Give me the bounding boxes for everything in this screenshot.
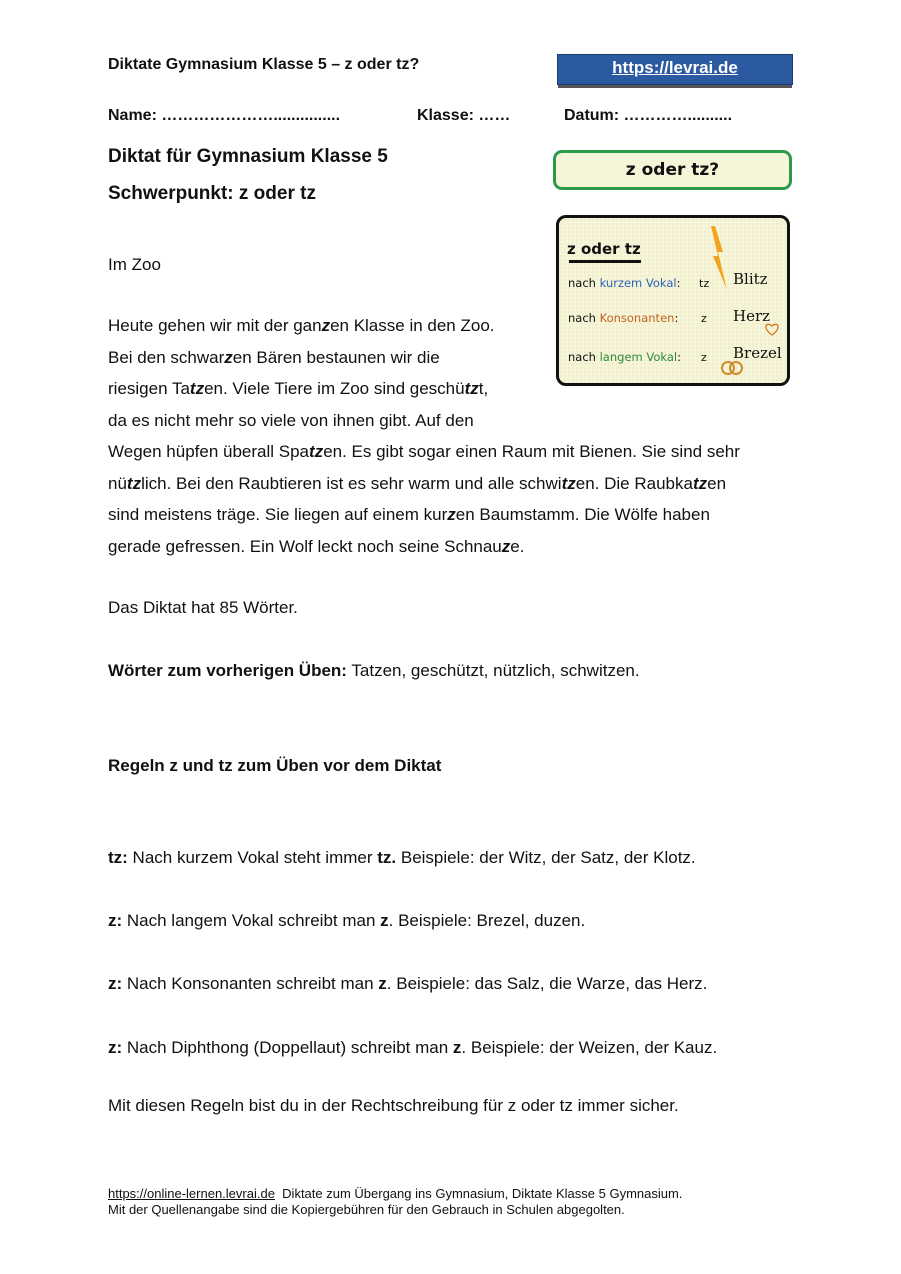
emphasized-letters: tz <box>189 379 205 398</box>
rule-card-example: Blitz <box>733 270 768 288</box>
rule-keyword: z <box>380 911 389 930</box>
dictation-line <box>108 310 798 342</box>
dictation-text-segment: en Bären bestaunen wir die <box>232 347 440 367</box>
rules-heading: Regeln z und tz zum Üben vor dem Diktat <box>108 756 442 775</box>
rule-keyword: tz: <box>108 848 128 867</box>
dictation-line <box>108 499 798 531</box>
rule-keyword: z <box>378 974 387 993</box>
dictation-text-segment: en. Viele Tiere im Zoo sind geschü <box>204 379 465 398</box>
url-badge-link[interactable]: https://levrai.de <box>612 58 738 77</box>
rule-card-label-suffix: : <box>676 276 681 290</box>
emphasized-letters: tz <box>692 473 708 493</box>
emphasized-letters: z <box>224 347 233 367</box>
rule-keyword: z: <box>108 1038 123 1057</box>
rule-card-example: Herz <box>733 307 771 325</box>
dictation-text-segment: sind meistens träge. Sie liegen auf einem kur <box>108 505 448 524</box>
rule-card-letter: tz <box>699 277 710 290</box>
dictation-text-segment: en Klasse in den Zoo. <box>330 316 495 335</box>
klasse-field: Klasse: …… <box>417 107 511 124</box>
rule-keyword: z: <box>108 974 123 993</box>
rule-keyword: z <box>452 1038 462 1057</box>
rule-card-label-prefix: nach <box>568 311 600 325</box>
dictation-text <box>108 310 798 562</box>
datum-field: Datum: ………….......... <box>564 107 733 124</box>
practice-list: Tatzen, geschützt, nützlich, schwitzen. <box>346 661 640 680</box>
rule-item <box>108 1038 717 1058</box>
dictation-text-segment: da es nicht mehr so viele von ihnen gibt. Auf den <box>108 410 474 430</box>
practice-label: Wörter zum vorherigen Üben: <box>108 661 347 680</box>
url-badge[interactable] <box>557 54 793 85</box>
emphasized-letters: z <box>501 536 511 556</box>
closing-sentence: Mit diesen Regeln bist du in der Rechtschreibung für z oder tz immer sicher. <box>108 1096 679 1115</box>
dictation-text-segment: en. Es gibt sogar einen Raum mit Bienen. Sie sind sehr <box>323 442 740 461</box>
rule-card-label-prefix: nach <box>568 276 600 290</box>
rule-item <box>108 848 696 868</box>
rule-card-label <box>568 276 681 290</box>
emphasized-letters: tz <box>464 379 479 398</box>
worksheet-title: Diktate Gymnasium Klasse 5 – z oder tz? <box>108 56 420 73</box>
rule-keyword: z: <box>108 911 123 930</box>
rule-text: Nach Diphthong (Doppellaut) schreibt man <box>122 1038 453 1057</box>
rule-text: Nach langem Vokal schreibt man <box>122 911 381 930</box>
rule-text: . Beispiele: Brezel, duzen. <box>388 911 586 930</box>
rule-text: Nach kurzem Vokal steht immer <box>127 848 378 867</box>
rule-card-label-prefix: nach <box>568 350 600 364</box>
topic-pill: z oder tz? <box>553 150 792 190</box>
emphasized-letters: tz <box>561 473 576 493</box>
rule-card-letter: z <box>701 312 707 325</box>
rule-card-label-highlight: kurzem Vokal <box>599 276 677 290</box>
footer <box>108 1186 682 1218</box>
dictation-line <box>108 342 798 374</box>
rule-card-title: z oder tz <box>567 240 641 258</box>
emphasized-letters: tz <box>309 442 324 461</box>
dictation-line <box>108 468 798 500</box>
story-title: Im Zoo <box>108 255 161 274</box>
footer-line-1-text: Diktate zum Übergang ins Gymnasium, Diktate Klasse 5 Gymnasium. <box>274 1186 683 1201</box>
dictation-text-segment: Bei den schwar <box>108 347 225 367</box>
rule-card-label-suffix: : <box>674 311 679 325</box>
footer-line-1 <box>108 1186 682 1202</box>
emphasized-letters: z <box>447 505 456 524</box>
rule-card-label-highlight: langem Vokal <box>599 350 678 364</box>
dictation-text-segment: en. Die Raubka <box>575 473 693 493</box>
rule-card-underline <box>569 260 641 263</box>
word-count: Das Diktat hat 85 Wörter. <box>108 598 298 617</box>
lightning-icon <box>709 226 731 290</box>
page-title: Diktat für Gymnasium Klasse 5 <box>108 146 388 167</box>
dictation-text-segment: lich. Bei den Raubtieren ist es sehr warm und alle schwi <box>141 473 562 493</box>
dictation-line <box>108 436 798 468</box>
dictation-text-segment: en <box>707 473 727 493</box>
rule-text: . Beispiele: der Weizen, der Kauz. <box>461 1038 718 1057</box>
dictation-text-segment: en Baumstamm. Die Wölfe haben <box>455 505 710 524</box>
rule-card-example: Brezel <box>733 344 782 362</box>
emphasized-letters: z <box>321 316 331 335</box>
dictation-text-segment: nü <box>108 473 127 493</box>
footer-link[interactable]: https://online-lernen.levrai.de <box>108 1186 275 1201</box>
footer-line-2: Mit der Quellenangabe sind die Kopiergebühren für den Gebrauch in Schulen abgegolten. <box>108 1202 625 1217</box>
dictation-text-segment: Wegen hüpfen überall Spa <box>108 442 310 461</box>
dictation-line <box>108 405 798 437</box>
page-subtitle: Schwerpunkt: z oder tz <box>108 183 316 204</box>
rule-item <box>108 974 707 994</box>
rule-text: Nach Konsonanten schreibt man <box>122 974 379 993</box>
rule-item <box>108 911 585 931</box>
rule-card-label-highlight: Konsonanten <box>599 311 675 325</box>
dictation-line <box>108 531 798 563</box>
dictation-text-segment: t, <box>478 379 489 398</box>
rule-text: . Beispiele: das Salz, die Warze, das Herz. <box>386 974 708 993</box>
practice-words <box>108 661 640 681</box>
dictation-line <box>108 373 798 405</box>
dictation-text-segment: e. <box>510 536 525 556</box>
dictation-text-segment: Heute gehen wir mit der gan <box>108 316 322 335</box>
rule-card-label-suffix: : <box>677 350 681 364</box>
emphasized-letters: tz <box>126 473 142 493</box>
dictation-text-segment: riesigen Ta <box>108 379 190 398</box>
rule-keyword: tz. <box>377 848 397 867</box>
dictation-text-segment: gerade gefressen. Ein Wolf leckt noch seine Schnau <box>108 536 502 556</box>
name-field: Name: …………………............... <box>108 107 341 124</box>
rule-card-letter: z <box>701 351 707 364</box>
rule-text: Beispiele: der Witz, der Satz, der Klotz. <box>396 848 696 867</box>
